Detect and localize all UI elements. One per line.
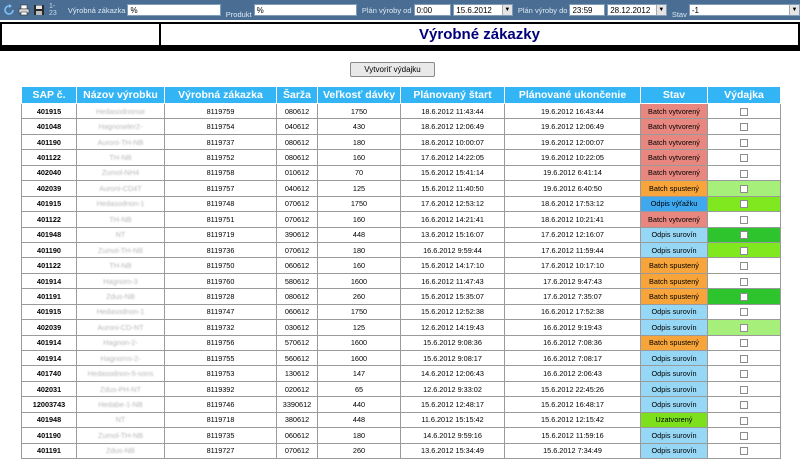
table-row[interactable] [22,366,781,381]
order-cell: 8119747 [165,304,277,319]
planned-start-cell: 12.6.2012 14:19:43 [401,320,505,335]
order-cell: 8119392 [165,381,277,396]
product-name-cell: Hagnon-2- [77,335,165,350]
sap-cell: 401191 [22,443,77,458]
table-row[interactable] [22,212,781,227]
header-name[interactable]: Názov výrobku [77,87,165,104]
planned-end-cell: 19.6.2012 12:06:49 [505,119,641,134]
issue-cell [708,335,781,350]
order-cell: 8119759 [165,104,277,119]
issue-cell [708,165,781,180]
sap-cell: 401191 [22,289,77,304]
planned-end-cell: 15.6.2012 22:45:26 [505,381,641,396]
plan-from-label: Plán výroby od [361,5,412,15]
issue-cell [708,104,781,119]
table-row[interactable] [22,428,781,443]
planned-start-cell: 18.6.2012 11:43:44 [401,104,505,119]
planned-end-cell: 18.6.2012 17:53:12 [505,196,641,211]
filter-toolbar [0,0,800,20]
status-badge: Odpis surovín [641,304,708,319]
issue-cell [708,227,781,242]
issue-checkbox[interactable] [740,185,748,193]
planned-start-cell: 15.6.2012 12:48:17 [401,397,505,412]
planned-start-cell: 18.6.2012 10:00:07 [401,134,505,149]
status-badge: Odpis výťažku [641,196,708,211]
plan-from-date-value: 15.6.2012 [456,5,492,15]
order-cell: 8119736 [165,242,277,257]
issue-cell [708,258,781,273]
issue-cell [708,381,781,396]
table-row[interactable] [22,304,781,319]
status-badge: Odpis surovín [641,428,708,443]
table-row[interactable] [22,412,781,427]
batch-size-cell: 1750 [318,304,401,319]
header-size[interactable]: Veľkosť dávky [318,87,401,104]
product-name-cell: Hagnoseler2- [77,119,165,134]
chevron-down-icon[interactable]: ▼ [502,5,512,15]
product-name-cell: TH-NB [77,212,165,227]
status-badge: Odpis surovín [641,227,708,242]
issue-checkbox[interactable] [740,170,748,178]
batch-cell: 070612 [277,242,318,257]
sap-cell: 401122 [22,212,77,227]
order-cell: 8119756 [165,335,277,350]
planned-start-cell: 15.6.2012 14:17:10 [401,258,505,273]
page-title: Výrobné zákazky [419,26,540,43]
product-name-cell: Hedasodnonse [77,104,165,119]
planned-end-cell: 17.6.2012 10:17:10 [505,258,641,273]
batch-size-cell: 160 [318,258,401,273]
batch-size-cell: 125 [318,320,401,335]
sap-cell: 401740 [22,366,77,381]
planned-start-cell: 15.6.2012 12:52:38 [401,304,505,319]
batch-size-cell: 125 [318,181,401,196]
sap-cell: 401122 [22,150,77,165]
batch-cell: 080612 [277,150,318,165]
status-badge: Odpis surovín [641,443,708,458]
order-cell: 8119755 [165,351,277,366]
sap-cell: 401914 [22,273,77,288]
planned-end-cell: 15.6.2012 16:48:17 [505,397,641,412]
batch-cell: 3390612 [277,397,318,412]
planned-end-cell: 19.6.2012 10:22:05 [505,150,641,165]
product-name-cell: NT [77,227,165,242]
batch-cell: 040612 [277,119,318,134]
issue-cell [708,212,781,227]
sap-cell: 401914 [22,335,77,350]
issue-cell [708,397,781,412]
table-row[interactable] [22,104,781,119]
planned-end-cell: 16.6.2012 2:06:43 [505,366,641,381]
table-header-row [22,87,781,104]
batch-size-cell: 180 [318,242,401,257]
chevron-down-icon[interactable]: ▼ [656,5,666,15]
order-cell: 8119748 [165,196,277,211]
batch-size-cell: 1750 [318,196,401,211]
order-filter-label: Výrobná zákazka [67,5,126,15]
issue-checkbox[interactable] [740,200,748,208]
batch-size-cell: 448 [318,227,401,242]
planned-end-cell: 16.6.2012 7:08:17 [505,351,641,366]
product-name-cell: Zdus-PH-NT [77,381,165,396]
issue-cell [708,273,781,288]
plan-from-time-input[interactable]: 0:00 [414,4,452,16]
issue-cell [708,242,781,257]
sap-cell: 401948 [22,227,77,242]
sap-cell: 401915 [22,196,77,211]
sap-cell: 401190 [22,134,77,149]
header-end[interactable]: Plánované ukončenie [505,87,641,104]
status-badge: Batch vytvorený [641,104,708,119]
orders-table [21,86,781,459]
product-name-cell: Hedasodnon-1 [77,304,165,319]
product-name-cell: Zumol-TH-NB [77,428,165,443]
issue-checkbox[interactable] [740,108,748,116]
sap-cell: 401914 [22,351,77,366]
sap-cell: 401948 [22,412,77,427]
product-name-cell: NT [77,412,165,427]
order-cell: 8119718 [165,412,277,427]
batch-cell: 070612 [277,212,318,227]
sap-cell: 401190 [22,428,77,443]
planned-start-cell: 15.6.2012 11:40:50 [401,181,505,196]
planned-start-cell: 16.6.2012 9:59:44 [401,242,505,257]
issue-cell [708,366,781,381]
planned-end-cell: 17.6.2012 7:35:07 [505,289,641,304]
order-cell: 8119754 [165,119,277,134]
planned-start-cell: 13.6.2012 15:16:07 [401,227,505,242]
product-name-cell: Zdus-NB [77,289,165,304]
table-row[interactable] [22,227,781,242]
order-cell: 8119737 [165,134,277,149]
batch-cell: 010612 [277,165,318,180]
order-cell: 8119752 [165,150,277,165]
product-name-cell: TH-NB [77,258,165,273]
title-left-cell [2,24,159,45]
planned-start-cell: 14.6.2012 9:59:16 [401,428,505,443]
sap-cell: 402040 [22,165,77,180]
order-cell: 8119753 [165,366,277,381]
issue-checkbox[interactable] [740,293,748,301]
batch-cell: 080612 [277,104,318,119]
table-row[interactable] [22,335,781,350]
status-badge: Odpis surovín [641,397,708,412]
order-cell: 8119758 [165,165,277,180]
batch-size-cell: 147 [318,366,401,381]
planned-end-cell: 16.6.2012 17:52:38 [505,304,641,319]
row-count: 1-23 [49,3,57,17]
batch-size-cell: 160 [318,212,401,227]
batch-cell: 070612 [277,196,318,211]
table-row[interactable] [22,351,781,366]
planned-start-cell: 15.6.2012 15:41:14 [401,165,505,180]
batch-size-cell: 1600 [318,351,401,366]
product-name-cell: Hagnorn-3 [77,273,165,288]
batch-size-cell: 430 [318,119,401,134]
order-cell: 8119732 [165,320,277,335]
table-row[interactable] [22,134,781,149]
status-badge: Odpis surovín [641,242,708,257]
table-row[interactable] [22,289,781,304]
state-filter-value: -1 [691,5,699,15]
batch-cell: 130612 [277,366,318,381]
planned-end-cell: 15.6.2012 7:34:49 [505,443,641,458]
issue-cell [708,428,781,443]
status-badge: Odpis surovín [641,320,708,335]
table-row[interactable] [22,381,781,396]
status-badge: Batch vytvorený [641,165,708,180]
batch-cell: 570612 [277,335,318,350]
status-badge: Batch spustený [641,181,708,196]
product-filter-input[interactable]: % [254,4,357,16]
table-row[interactable] [22,320,781,335]
issue-checkbox[interactable] [740,216,748,224]
product-name-cell: Auroni-CD4T [77,181,165,196]
plan-to-date-select[interactable] [607,4,667,16]
batch-cell: 560612 [277,351,318,366]
planned-start-cell: 17.6.2012 14:22:05 [401,150,505,165]
issue-cell [708,289,781,304]
planned-start-cell: 15.6.2012 9:08:17 [401,351,505,366]
order-cell: 8119728 [165,289,277,304]
planned-end-cell: 19.6.2012 6:41:14 [505,165,641,180]
status-badge: Odpis surovín [641,381,708,396]
planned-start-cell: 15.6.2012 9:08:36 [401,335,505,350]
sap-cell: 402031 [22,381,77,396]
table-row[interactable] [22,150,781,165]
batch-size-cell: 160 [318,150,401,165]
batch-size-cell: 448 [318,412,401,427]
issue-checkbox[interactable] [740,355,748,363]
issue-checkbox[interactable] [740,278,748,286]
product-filter-label: Produkt [225,9,252,19]
batch-size-cell: 180 [318,428,401,443]
table-row[interactable] [22,397,781,412]
table-row[interactable] [22,242,781,257]
product-name-cell: Zdus-NB [77,443,165,458]
create-issue-button[interactable]: Vytvoriť výdajku [350,62,435,77]
plan-to-label: Plán výroby do [517,5,568,15]
planned-end-cell: 17.6.2012 12:16:07 [505,227,641,242]
batch-size-cell: 70 [318,165,401,180]
order-cell: 8119760 [165,273,277,288]
issue-checkbox[interactable] [740,386,748,394]
product-name-cell: Zumol-TH-NB [77,242,165,257]
planned-start-cell: 16.6.2012 14:21:41 [401,212,505,227]
issue-cell [708,150,781,165]
status-badge: Batch spustený [641,335,708,350]
batch-size-cell: 1600 [318,273,401,288]
planned-end-cell: 16.6.2012 7:08:36 [505,335,641,350]
product-name-cell: Zumol-NH4 [77,165,165,180]
issue-checkbox[interactable] [740,139,748,147]
planned-end-cell: 15.6.2012 11:59:16 [505,428,641,443]
sap-cell: 401048 [22,119,77,134]
batch-cell: 030612 [277,320,318,335]
refresh-icon[interactable] [3,4,15,16]
sap-cell: 401190 [22,242,77,257]
status-badge: Batch vytvorený [641,119,708,134]
table-row[interactable] [22,181,781,196]
batch-size-cell: 1750 [318,104,401,119]
status-badge: Odpis surovín [641,351,708,366]
status-badge: Odpis surovín [641,366,708,381]
planned-start-cell: 16.6.2012 11:47:43 [401,273,505,288]
table-row[interactable] [22,273,781,288]
batch-size-cell: 260 [318,289,401,304]
issue-cell [708,196,781,211]
issue-cell [708,181,781,196]
batch-size-cell: 180 [318,134,401,149]
issue-checkbox[interactable] [740,447,748,455]
planned-start-cell: 12.6.2012 9:33:02 [401,381,505,396]
plan-to-time-input[interactable]: 23:59 [569,4,605,16]
batch-cell: 060612 [277,304,318,319]
batch-cell: 080612 [277,134,318,149]
order-cell: 8119727 [165,443,277,458]
batch-size-cell: 65 [318,381,401,396]
product-name-cell: Auroni-CD-NT [77,320,165,335]
issue-checkbox[interactable] [740,324,748,332]
table-row[interactable] [22,443,781,458]
status-badge: Batch spustený [641,273,708,288]
title-band [0,22,800,51]
issue-checkbox[interactable] [740,308,748,316]
state-filter-select[interactable] [689,4,800,16]
sap-cell: 401915 [22,104,77,119]
issue-checkbox[interactable] [740,370,748,378]
batch-cell: 060612 [277,428,318,443]
header-issue[interactable]: Výdajka [708,87,781,104]
issue-checkbox[interactable] [740,339,748,347]
status-badge: Batch vytvorený [641,134,708,149]
status-badge: Batch vytvorený [641,212,708,227]
issue-cell [708,443,781,458]
planned-start-cell: 18.6.2012 12:06:49 [401,119,505,134]
plan-to-date-value: 28.12.2012 [610,5,651,15]
status-badge: Batch spustený [641,258,708,273]
product-name-cell: Hagnoms-2- [77,351,165,366]
issue-cell [708,320,781,335]
product-name-cell: Hedasodnon-1 [77,196,165,211]
sap-cell: 401915 [22,304,77,319]
issue-checkbox[interactable] [740,247,748,255]
table-row[interactable] [22,165,781,180]
issue-checkbox[interactable] [740,154,748,162]
state-filter-label: Stav [671,9,687,19]
product-name-cell: Hedabe-1-NB [77,397,165,412]
issue-checkbox[interactable] [740,401,748,409]
planned-end-cell: 19.6.2012 12:00:07 [505,134,641,149]
batch-cell: 040612 [277,181,318,196]
status-badge: Batch spustený [641,289,708,304]
sap-cell: 402039 [22,320,77,335]
batch-size-cell: 260 [318,443,401,458]
save-icon[interactable] [33,4,45,16]
status-badge: Batch vytvorený [641,150,708,165]
sap-cell: 12003743 [22,397,77,412]
status-badge: Uzatvorený [641,412,708,427]
issue-checkbox[interactable] [740,231,748,239]
planned-end-cell: 16.6.2012 9:19:43 [505,320,641,335]
title-cell [161,24,798,45]
table-row[interactable] [22,119,781,134]
planned-start-cell: 11.6.2012 15:15:42 [401,412,505,427]
header-batch[interactable]: Šarža [277,87,318,104]
sap-cell: 401122 [22,258,77,273]
planned-end-cell: 17.6.2012 11:59:44 [505,242,641,257]
product-name-cell: Auroni-TH-NB [77,134,165,149]
batch-size-cell: 440 [318,397,401,412]
header-sap[interactable]: SAP č. [22,87,77,104]
issue-checkbox[interactable] [740,432,748,440]
planned-start-cell: 14.6.2012 12:06:43 [401,366,505,381]
planned-end-cell: 17.6.2012 9:47:43 [505,273,641,288]
plan-from-date-select[interactable] [453,4,513,16]
sap-cell: 402039 [22,181,77,196]
order-cell: 8119757 [165,181,277,196]
batch-cell: 380612 [277,412,318,427]
order-cell: 8119735 [165,428,277,443]
table-row[interactable] [22,258,781,273]
planned-start-cell: 17.6.2012 12:53:12 [401,196,505,211]
table-row[interactable] [22,196,781,211]
batch-cell: 080612 [277,289,318,304]
planned-end-cell: 19.6.2012 6:40:50 [505,181,641,196]
issue-cell [708,119,781,134]
product-name-cell: Hedasodnon-5-sons [77,366,165,381]
planned-end-cell: 19.6.2012 16:43:44 [505,104,641,119]
header-start[interactable]: Plánovaný štart [401,87,505,104]
issue-cell [708,351,781,366]
planned-end-cell: 15.6.2012 12:15:42 [505,412,641,427]
order-cell: 8119751 [165,212,277,227]
issue-cell [708,304,781,319]
print-icon[interactable] [18,4,30,16]
issue-checkbox[interactable] [740,123,748,131]
issue-checkbox[interactable] [740,417,748,425]
planned-start-cell: 15.6.2012 15:35:07 [401,289,505,304]
issue-cell [708,134,781,149]
batch-cell: 390612 [277,227,318,242]
batch-size-cell: 1600 [318,335,401,350]
chevron-down-icon[interactable]: ▼ [789,5,799,15]
order-filter-input[interactable]: % [127,4,220,16]
batch-cell: 020612 [277,381,318,396]
header-order[interactable]: Výrobná zákazka [165,87,277,104]
issue-cell [708,412,781,427]
batch-cell: 070612 [277,443,318,458]
order-cell: 8119746 [165,397,277,412]
batch-cell: 580612 [277,273,318,288]
batch-cell: 060612 [277,258,318,273]
order-cell: 8119750 [165,258,277,273]
planned-end-cell: 18.6.2012 10:21:41 [505,212,641,227]
issue-checkbox[interactable] [740,262,748,270]
planned-start-cell: 13.6.2012 15:34:49 [401,443,505,458]
header-state[interactable]: Stav [641,87,708,104]
product-name-cell: TH-NB [77,150,165,165]
order-cell: 8119719 [165,227,277,242]
